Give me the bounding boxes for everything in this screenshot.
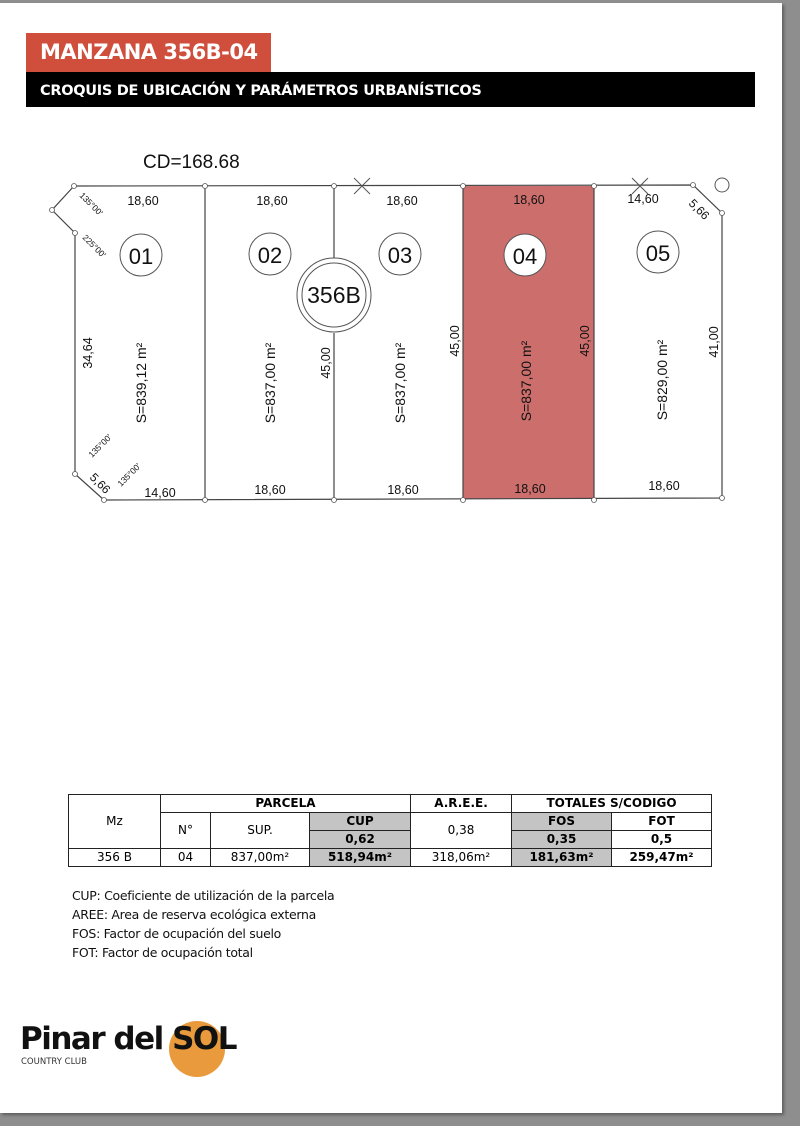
svg-text:S=829,00 m²: S=829,00 m²: [654, 339, 670, 421]
svg-text:135°00': 135°00': [86, 432, 114, 460]
svg-text:225°00': 225°00': [80, 232, 108, 260]
lot-number-04[interactable]: 04: [512, 244, 538, 269]
svg-text:18,60: 18,60: [514, 482, 546, 496]
block-label-marker: [297, 258, 371, 332]
svg-text:14,60: 14,60: [627, 192, 659, 206]
svg-text:18,60: 18,60: [513, 193, 545, 207]
svg-text:S=839,12 m²: S=839,12 m²: [133, 342, 149, 424]
brand-name: Pinar del SOL: [20, 1021, 236, 1057]
svg-text:41,00: 41,00: [707, 326, 721, 358]
svg-text:5,66: 5,66: [685, 196, 713, 223]
coef-fos: 0,35: [512, 831, 612, 849]
svg-text:18,60: 18,60: [648, 479, 680, 493]
vertex-markers: [50, 183, 725, 503]
svg-text:S=837,00 m²: S=837,00 m²: [262, 342, 278, 424]
brand-logo: [20, 1021, 236, 1067]
cell-mz: 356 B: [69, 849, 161, 867]
parameters-table: [68, 794, 712, 867]
header-fos: FOS: [512, 813, 612, 831]
header-totales: TOTALES S/CODIGO: [512, 795, 712, 813]
page-title: MANZANA 356B-04: [26, 33, 271, 72]
coef-cup: 0,62: [310, 831, 411, 849]
svg-text:45,00: 45,00: [578, 325, 592, 357]
header-fot: FOT: [612, 813, 712, 831]
svg-text:45,00: 45,00: [319, 347, 333, 379]
header-cup: CUP: [310, 813, 411, 831]
svg-text:18,60: 18,60: [386, 194, 418, 208]
page-subtitle: CROQUIS DE UBICACIÓN Y PARÁMETROS URBANÍSTICOS: [26, 72, 755, 107]
legend-item-aree: AREE: Area de reserva ecológica externa: [72, 907, 316, 922]
cell-fot: 259,47m²: [612, 849, 712, 867]
svg-text:14,60: 14,60: [144, 486, 176, 500]
svg-text:34,64: 34,64: [81, 337, 95, 369]
header-aree: A.R.E.E.: [411, 795, 512, 813]
brand-tagline: COUNTRY CLUB: [21, 1057, 87, 1067]
svg-text:135°00': 135°00': [77, 190, 105, 218]
lot-number-05[interactable]: 05: [645, 241, 671, 266]
coef-fot: 0,5: [612, 831, 712, 849]
cell-n: 04: [161, 849, 211, 867]
header-parcela: PARCELA: [161, 795, 411, 813]
cell-aree: 318,06m²: [411, 849, 512, 867]
svg-text:S=837,00 m²: S=837,00 m²: [518, 340, 534, 422]
svg-text:135°00': 135°00': [115, 461, 143, 489]
header-mz: Mz: [69, 795, 161, 849]
svg-text:18,60: 18,60: [387, 483, 419, 497]
legend-item-fos: FOS: Factor de ocupación del suelo: [72, 926, 282, 941]
block-label: 356B: [307, 282, 361, 308]
header-sup: SUP.: [211, 813, 310, 849]
cell-sup: 837,00m²: [211, 849, 310, 867]
cd-label: CD=168.68: [143, 152, 240, 173]
site-plan: [0, 3, 782, 523]
legend-item-fot: FOT: Factor de ocupación total: [72, 945, 253, 960]
bottom-dimensions: [144, 479, 679, 500]
lot-numbers: [120, 231, 679, 276]
coef-aree: 0,38: [411, 813, 512, 849]
svg-text:18,60: 18,60: [256, 194, 288, 208]
block-outline: [52, 185, 722, 500]
document-page: [0, 3, 782, 1113]
svg-text:45,00: 45,00: [448, 325, 462, 357]
lot-number-01[interactable]: 01: [128, 244, 154, 269]
cell-fos: 181,63m²: [512, 849, 612, 867]
lot-number-03[interactable]: 03: [387, 243, 413, 268]
abbreviation-legend: [72, 886, 334, 962]
table-row: [69, 849, 712, 867]
legend-item-cup: CUP: Coeficiente de utilización de la parcela: [72, 888, 335, 903]
header-n: N°: [161, 813, 211, 849]
svg-text:5,66: 5,66: [86, 470, 114, 497]
svg-text:18,60: 18,60: [127, 194, 159, 208]
lot-number-02[interactable]: 02: [257, 243, 283, 268]
svg-text:18,60: 18,60: [254, 483, 286, 497]
cell-cup: 518,94m²: [310, 849, 411, 867]
svg-text:S=837,00 m²: S=837,00 m²: [392, 342, 408, 424]
